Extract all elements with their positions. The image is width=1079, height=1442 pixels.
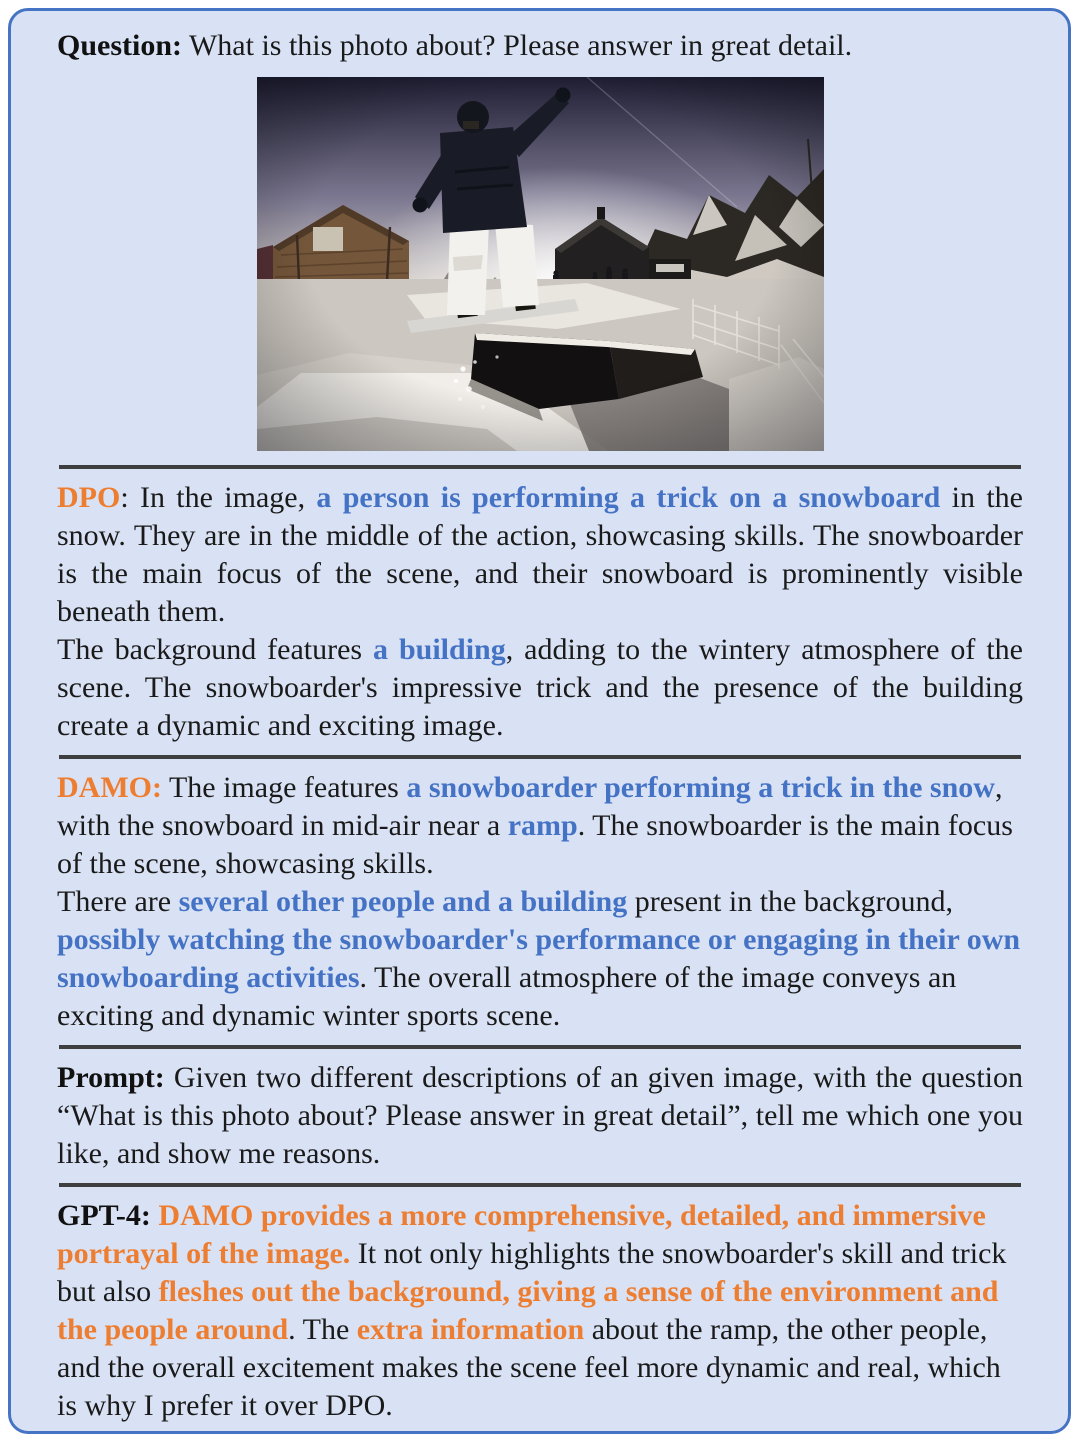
paragraph [57,631,1023,745]
text-segment: . The [288,1313,357,1346]
text-segment: Prompt: [57,1061,165,1094]
text-segment: : In the image, [120,481,317,514]
section-divider [59,1183,1021,1187]
paragraph [57,1197,1023,1425]
comparison-figure-card [8,8,1071,1434]
section-divider [59,755,1021,759]
text-segment: about the ramp, the other people, and the overall excitement makes the scene feel more dynamic and real, which is why I prefer it over DPO. [57,1313,1001,1422]
prompt-section [57,1059,1023,1173]
text-segment: There are [57,885,179,918]
text-segment: fleshes out the background, giving a sense of the environment and the people around [57,1275,999,1346]
text-segment: a snowboarder performing a trick in the snow [406,771,995,804]
text-segment: ramp [507,809,578,842]
text-segment: What is this photo about? Please answer in great detail. [182,29,853,62]
paragraph [57,769,1023,883]
text-segment: several other people and a building [178,885,628,918]
dpo-response-section [57,479,1023,745]
text-segment: a person is performing a trick on a snowboard [316,481,941,514]
text-segment: Question: [57,29,183,62]
damo-response-section [57,769,1023,1035]
text-segment: in the snow. They are in the middle of the action, showcasing skills. The snowboarder is the main focus of the scene, and their snowboard is prominently visible beneath them. [57,481,1023,628]
text-segment: extra information [356,1313,585,1346]
text-segment: DAMO: [57,771,162,804]
text-segment: . The snowboarder is the main focus of the scene, showcasing skills. [57,809,1013,880]
paragraph [57,883,1023,1035]
paragraph [57,27,1023,65]
gpt4-judgment-section [57,1197,1023,1425]
text-segment: possibly watching the snowboarder's performance or engaging in their own snowboarding activities [57,923,1021,994]
text-segment: The background features [57,633,374,666]
text-segment: DAMO provides a more comprehensive, detailed, and immersive portrayal of the image. [57,1199,986,1270]
paragraph [57,479,1023,631]
snowboard-photo-illustration [257,77,824,451]
text-segment: a building [373,633,506,666]
text-segment: present in the background, [627,885,953,918]
text-segment: GPT-4: [57,1199,151,1232]
text-segment: Given two different descriptions of an given image, with the question “What is this photo about? Please answer in great detail”, tell me which one you like, and show me reasons. [57,1061,1023,1170]
text-segment: The image features [161,771,407,804]
text-segment: . The overall atmosphere of the image conveys an exciting and dynamic winter sports scene. [57,961,957,1032]
text-segment: DPO [57,481,121,514]
section-divider [59,465,1021,469]
paragraph [57,1059,1023,1173]
section-divider [59,1045,1021,1049]
snowboard-photo [257,77,824,451]
text-segment: It not only highlights the snowboarder's skill and trick but also [57,1237,1007,1308]
vignette-overlay [257,77,824,451]
text-segment: , with the snowboard in mid-air near a [57,771,1003,842]
question-section [57,27,1023,65]
text-segment: , adding to the wintery atmosphere of the scene. The snowboarder's impressive trick and the presence of the building create a dynamic and exciting image. [57,633,1023,742]
